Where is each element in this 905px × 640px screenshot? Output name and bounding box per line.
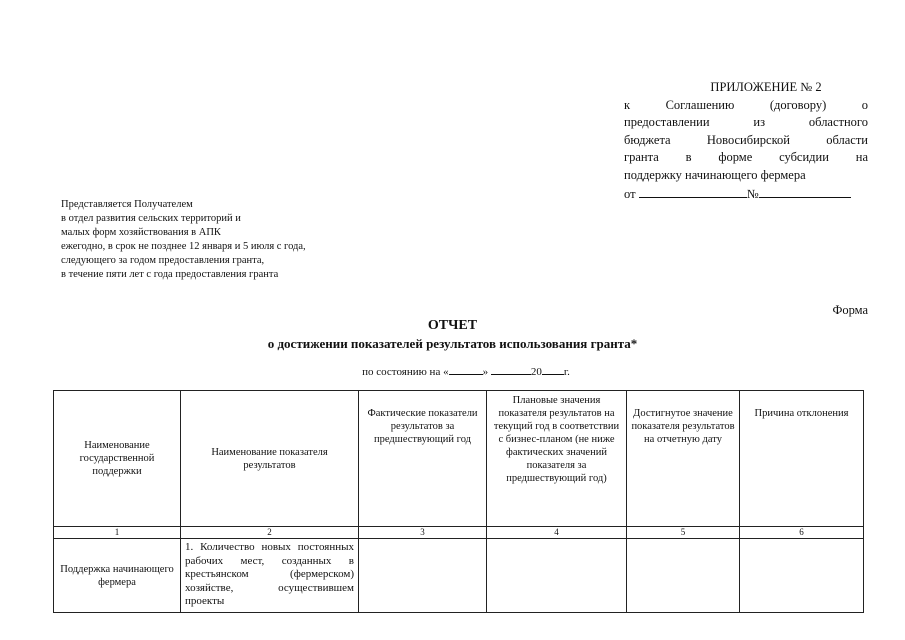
note-line: Представляется Получателем — [61, 199, 193, 210]
column-number-row — [54, 527, 864, 539]
column-number: 1 — [54, 527, 181, 539]
actual-prev-cell[interactable] — [359, 539, 487, 613]
column-header: Наименование государственной поддержки — [54, 391, 181, 527]
column-number: 5 — [627, 527, 740, 539]
note-line: в отдел развития сельских территорий и — [61, 213, 241, 224]
as-of-prefix: по состоянию на « — [362, 366, 449, 378]
indicator-cell: 1. Количество новых постоянных рабочих мест, созданных в крестьянском (фермерском) хозяйстве, осуществившем проекты — [181, 539, 359, 613]
report-heading — [0, 317, 905, 352]
appendix-block — [624, 79, 868, 204]
appendix-title: ПРИЛОЖЕНИЕ № 2 — [710, 80, 822, 94]
appendix-line: к Соглашению (договору) о — [624, 97, 868, 112]
table-header-row — [54, 391, 864, 527]
note-line: следующего за годом предоставления гранта, — [61, 255, 265, 266]
column-number: 4 — [487, 527, 627, 539]
planned-cell[interactable] — [487, 539, 627, 613]
as-of-line — [0, 364, 905, 378]
report-subtitle: о достижении показателей результатов использования гранта* — [267, 336, 638, 351]
table-row — [54, 539, 864, 613]
column-number: 3 — [359, 527, 487, 539]
column-header: Плановые значения показателя результатов на текущий год в соответствии с бизнес-планом (не ниже фактических значений показателя за предшествующий год) — [487, 391, 627, 527]
day-blank[interactable] — [449, 364, 483, 375]
year-prefix: 20 — [530, 366, 542, 378]
date-blank[interactable] — [639, 184, 747, 198]
column-header: Фактические показатели результатов за предшествующий год — [359, 391, 487, 527]
column-number: 6 — [740, 527, 864, 539]
submission-note — [61, 198, 401, 282]
appendix-line: гранта в форме субсидии на — [624, 150, 868, 164]
appendix-line: бюджета Новосибирской области — [624, 132, 868, 147]
column-header: Наименование показателя результатов — [181, 391, 359, 527]
achieved-cell[interactable] — [627, 539, 740, 613]
note-line: в течение пяти лет с года предоставления гранта — [61, 269, 279, 280]
report-title: ОТЧЕТ — [427, 318, 478, 333]
number-blank[interactable] — [759, 184, 851, 198]
note-line: ежегодно, в срок не позднее 12 января и 5 июля с года, — [61, 241, 306, 252]
reason-cell[interactable] — [740, 539, 864, 613]
note-line: малых форм хозяйствования в АПК — [61, 227, 221, 238]
appendix-line: предоставлении из областного — [624, 115, 868, 129]
column-header: Достигнутое значение показателя результатов на отчетную дату — [627, 391, 740, 527]
report-table — [53, 390, 864, 613]
as-of-mid: » — [482, 366, 489, 378]
column-number: 2 — [181, 527, 359, 539]
number-sign: № — [746, 187, 759, 201]
column-header: Причина отклонения — [740, 391, 864, 527]
appendix-line: поддержку начинающего фермера — [624, 167, 806, 182]
support-cell: Поддержка начинающего фермера — [54, 539, 181, 613]
month-blank[interactable] — [491, 364, 531, 375]
year-blank[interactable] — [542, 364, 564, 375]
date-prefix: от — [624, 187, 636, 201]
agreement-date-line — [624, 184, 868, 204]
form-label: Форма — [832, 303, 868, 317]
as-of-suffix: г. — [563, 366, 570, 378]
